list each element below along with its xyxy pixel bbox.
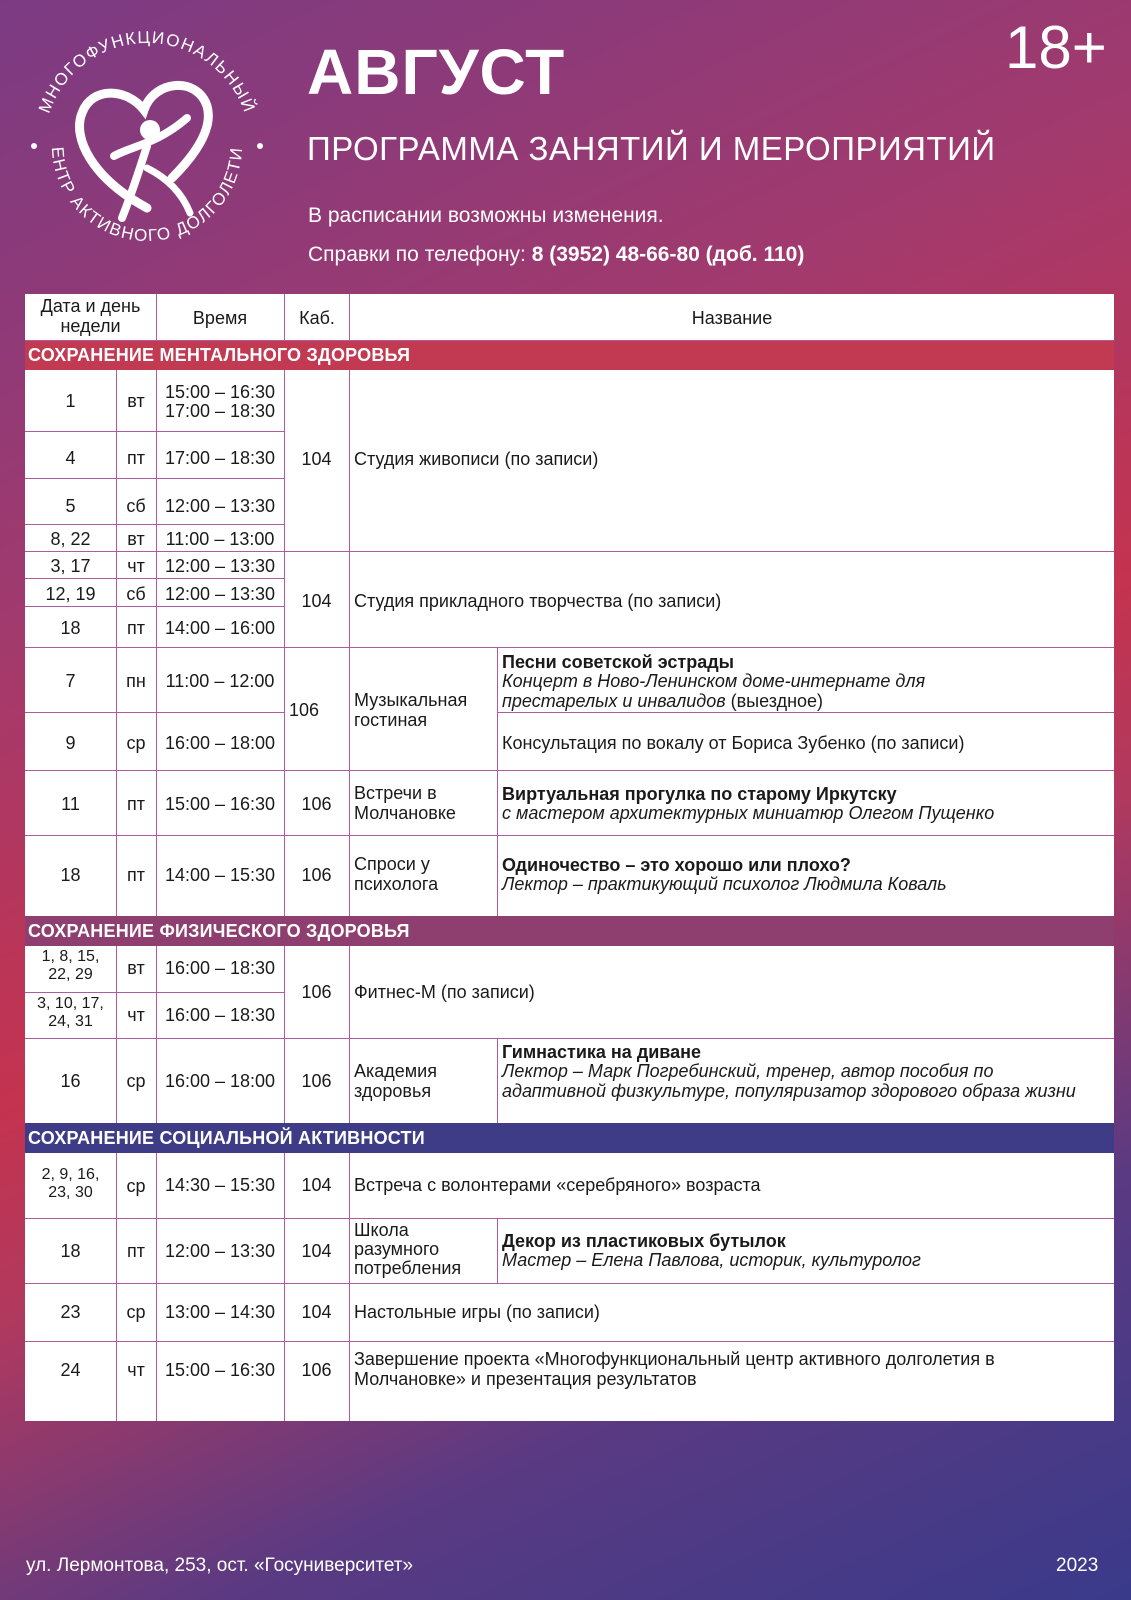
row-date: 18 — [60, 618, 81, 638]
row-date: 5 — [65, 496, 76, 516]
row-day: сб — [126, 496, 146, 516]
row-date: 8, 22 — [50, 529, 91, 549]
schedule-table — [25, 294, 1114, 1421]
header-room: Каб. — [299, 308, 335, 328]
section-mental: СОХРАНЕНИЕ МЕНТАЛЬНОГО ЗДОРОВЬЯ — [25, 340, 1114, 370]
row-day: ср — [126, 1176, 146, 1196]
header-time: Время — [192, 308, 248, 328]
header-name: Название — [691, 308, 773, 328]
row-time: 15:00 – 16:30 — [164, 794, 276, 814]
row-day: чт — [127, 1005, 145, 1025]
school-desc: Мастер – Елена Павлова, историк, культуролог — [502, 1250, 921, 1270]
row-time: 12:00 – 13:30 — [164, 496, 276, 516]
row-date: 12, 19 — [45, 584, 96, 604]
row-time: 16:00 – 18:30 — [164, 958, 276, 978]
row-room: 104 — [301, 1175, 332, 1195]
schedule-note: В расписании возможны изменения. — [308, 204, 664, 227]
row-day: чт — [127, 556, 145, 576]
row-date: 7 — [65, 671, 76, 691]
row-room: 104 — [301, 1241, 332, 1261]
music-event-title: Песни советской эстрады — [502, 652, 735, 672]
row-room: 104 — [301, 1302, 332, 1322]
painting-name: Студия живописи (по записи) — [354, 449, 599, 469]
row-date: 3, 17 — [50, 556, 91, 576]
row-day: пт — [127, 794, 145, 814]
applied-room: 104 — [301, 591, 332, 611]
logo — [22, 18, 272, 268]
row-day: пн — [126, 671, 146, 691]
row-time: 16:00 – 18:00 — [164, 733, 276, 753]
school-title: Декор из пластиковых бутылок — [502, 1231, 786, 1251]
row-room: 106 — [301, 794, 332, 814]
psy-title: Одиночество – это хорошо или плохо? — [502, 855, 851, 875]
row-time: 11:00 – 13:00 — [165, 529, 275, 549]
footer-year: 2023 — [1056, 1555, 1099, 1576]
row-time: 14:30 – 15:30 — [164, 1175, 276, 1195]
games-name: Настольные игры (по записи) — [354, 1302, 600, 1322]
row-time: 15:00 – 16:30 — [164, 382, 276, 402]
row-room: 106 — [301, 1071, 332, 1091]
row-time: 14:00 – 15:30 — [164, 865, 276, 885]
music-event-desc: Концерт в Ново-Ленинском доме-интернате для престарелых и инвалидов (выездное) — [502, 671, 926, 711]
logo-emblem — [22, 18, 272, 268]
row-date: 3, 10, 17, 24, 31 — [37, 995, 104, 1030]
row-day: пт — [127, 1241, 145, 1261]
page-subtitle: ПРОГРАММА ЗАНЯТИЙ И МЕРОПРИЯТИЙ — [307, 130, 996, 167]
row-day: вт — [127, 958, 145, 978]
row-date: 23 — [60, 1302, 81, 1322]
row-date: 18 — [60, 1241, 81, 1261]
header-date: Дата и день недели — [40, 296, 141, 336]
row-time: 12:00 – 13:30 — [164, 1241, 276, 1261]
row-time: 12:00 – 13:30 — [164, 584, 276, 604]
row-date: 2, 9, 16, 23, 30 — [41, 1166, 100, 1201]
page-title: АВГУСТ — [307, 36, 566, 108]
phone-info — [308, 241, 804, 269]
row-time: 17:00 – 18:30 — [164, 401, 276, 421]
final-name: Завершение проекта «Многофункциональный центр активного долголетия в Молчановке» и презентация результатов — [354, 1349, 995, 1389]
row-time: 16:00 – 18:00 — [164, 1071, 276, 1091]
row-day: пт — [127, 448, 145, 468]
age-rating: 18+ — [1005, 14, 1107, 81]
fitness-name: Фитнес-М (по записи) — [354, 982, 535, 1002]
row-date: 1, 8, 15, 22, 29 — [41, 948, 100, 983]
row-room: 106 — [301, 865, 332, 885]
row-time: 16:00 – 18:30 — [164, 1005, 276, 1025]
volunteers-name: Встреча с волонтерами «серебряного» возраста — [354, 1175, 761, 1195]
psy-desc: Лектор – практикующий психолог Людмила Коваль — [502, 874, 947, 894]
row-day: пт — [127, 618, 145, 638]
music-consult: Консультация по вокалу от Бориса Зубенко (по записи) — [502, 733, 965, 753]
row-room: 106 — [301, 1360, 332, 1380]
fitness-room: 106 — [301, 982, 332, 1002]
row-day: ср — [126, 1071, 146, 1091]
school-category: Школа разумного потребления — [354, 1220, 462, 1278]
row-time: 15:00 – 16:30 — [164, 1360, 276, 1380]
section-social: СОХРАНЕНИЕ СОЦИАЛЬНОЙ АКТИВНОСТИ — [25, 1123, 1114, 1153]
music-category: Музыкальная гостиная — [354, 690, 468, 730]
walk-title: Виртуальная прогулка по старому Иркутску — [502, 784, 897, 804]
row-date: 4 — [65, 448, 76, 468]
row-time: 12:00 – 13:30 — [164, 556, 276, 576]
row-day: чт — [127, 1360, 145, 1380]
row-time: 14:00 – 16:00 — [164, 618, 276, 638]
row-date: 11 — [61, 794, 80, 814]
applied-name: Студия прикладного творчества (по записи) — [354, 591, 722, 611]
section-physical: СОХРАНЕНИЕ ФИЗИЧЕСКОГО ЗДОРОВЬЯ — [25, 916, 1114, 946]
music-room: 106 — [289, 700, 320, 720]
row-time: 11:00 – 12:00 — [165, 671, 275, 691]
academy-desc: Лектор – Марк Погребинский, тренер, автор пособия по адаптивной физкультуре, популяризатор здорового образа жизни — [502, 1061, 1076, 1101]
phone-number[interactable]: 8 (3952) 48-66-80 (доб. 110) — [531, 243, 805, 266]
row-date: 24 — [60, 1360, 81, 1380]
row-day: пт — [127, 865, 145, 885]
walk-desc: с мастером архитектурных миниатюр Олегом Пущенко — [502, 803, 995, 823]
row-date: 1 — [65, 391, 76, 411]
logo-text-bottom: ЕНТР АКТИВНОГО ДОЛГОЛЕТИ — [47, 145, 247, 246]
row-day: ср — [126, 1302, 146, 1322]
academy-title: Гимнастика на диване — [502, 1042, 702, 1062]
walk-category: Встречи в Молчановке — [354, 783, 456, 823]
academy-category: Академия здоровья — [354, 1061, 437, 1101]
row-date: 18 — [60, 865, 81, 885]
psy-category: Спроси у психолога — [354, 854, 439, 894]
row-day: сб — [126, 584, 146, 604]
logo-text-top: МНОГОФУНКЦИОНАЛЬНЫЙ — [34, 27, 260, 116]
footer-address: ул. Лермонтова, 253, ост. «Госуниверситет» — [26, 1555, 414, 1576]
row-date: 16 — [60, 1071, 81, 1091]
row-time: 17:00 – 18:30 — [164, 448, 276, 468]
row-day: вт — [127, 529, 145, 549]
row-time: 13:00 – 14:30 — [164, 1302, 276, 1322]
row-day: ср — [126, 733, 146, 753]
row-date: 9 — [65, 733, 76, 753]
painting-room: 104 — [301, 449, 332, 469]
phone-label: Справки по телефону: — [308, 243, 532, 266]
row-day: вт — [127, 391, 145, 411]
